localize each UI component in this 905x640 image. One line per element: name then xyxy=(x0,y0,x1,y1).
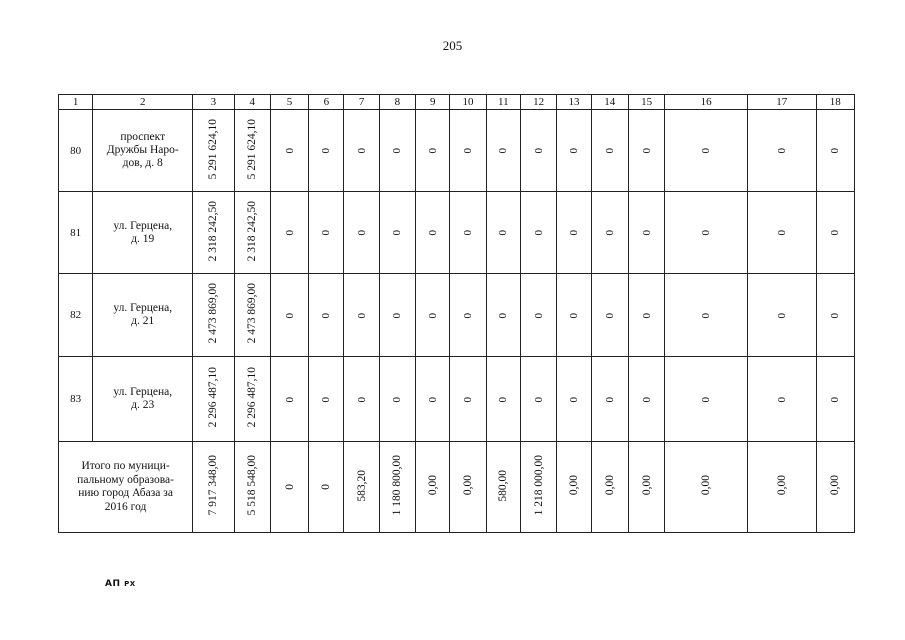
value-cell xyxy=(591,274,628,357)
cell-value: 0 xyxy=(426,312,439,318)
total-value: 0,00 xyxy=(700,475,713,496)
value-cell xyxy=(747,274,816,357)
amount-value: 2 473 869,00 xyxy=(207,283,220,344)
total-value: 1 218 000,00 xyxy=(532,455,545,516)
row-number: 81 xyxy=(59,192,93,274)
value-cell xyxy=(520,274,556,357)
address-line: д. 19 xyxy=(131,232,155,245)
total-value: 0,00 xyxy=(775,475,788,496)
total-cell xyxy=(416,442,450,533)
cell-value: 0 xyxy=(391,148,404,154)
cell-value: 0 xyxy=(640,230,653,236)
table-row xyxy=(59,110,855,192)
value-cell xyxy=(379,110,415,192)
cell-value: 0 xyxy=(567,230,580,236)
amount-cell xyxy=(234,357,270,442)
address-line: д. 21 xyxy=(131,315,155,327)
cell-value: 0 xyxy=(320,148,333,154)
cell-value: 0 xyxy=(775,230,788,236)
value-cell xyxy=(379,274,415,357)
total-cell xyxy=(520,442,556,533)
cell-value: 0 xyxy=(603,148,616,154)
value-cell xyxy=(747,192,816,274)
cell-value: 0 xyxy=(640,148,653,154)
total-value: 0 xyxy=(320,484,333,490)
table-row xyxy=(59,274,855,357)
column-header: 16 xyxy=(665,95,748,110)
cell-value: 0 xyxy=(462,148,475,154)
row-number: 80 xyxy=(59,110,93,192)
total-label-line: Итого по муници- xyxy=(81,460,170,472)
cell-value: 0 xyxy=(829,230,842,236)
value-cell xyxy=(270,274,308,357)
total-value: 7 917 348,00 xyxy=(207,455,220,516)
cell-value: 0 xyxy=(462,230,475,236)
total-cell xyxy=(816,442,854,533)
amount-cell xyxy=(193,110,234,192)
address-line: ул. Герцена, xyxy=(113,302,173,314)
footer-mark-main: АП xyxy=(105,579,121,589)
value-cell xyxy=(747,357,816,442)
total-cell xyxy=(379,442,415,533)
total-label-line: пальному образова- xyxy=(77,473,174,486)
total-cell xyxy=(591,442,628,533)
total-value: 580,00 xyxy=(497,469,510,502)
value-cell xyxy=(557,357,591,442)
cell-value: 0 xyxy=(829,396,842,402)
value-cell xyxy=(591,110,628,192)
total-cell xyxy=(747,442,816,533)
cell-value: 0 xyxy=(355,312,368,318)
cell-value: 0 xyxy=(603,312,616,318)
cell-value: 0 xyxy=(640,396,653,402)
address-cell xyxy=(93,274,193,357)
total-cell xyxy=(344,442,379,533)
cell-value: 0 xyxy=(355,230,368,236)
amount-cell xyxy=(234,110,270,192)
value-cell xyxy=(416,192,450,274)
column-header: 13 xyxy=(557,95,591,110)
total-cell xyxy=(234,442,270,533)
value-cell xyxy=(450,357,486,442)
cell-value: 0 xyxy=(640,312,653,318)
amount-cell xyxy=(193,274,234,357)
amount-value: 5 291 624,10 xyxy=(246,118,259,180)
total-value: 0,00 xyxy=(462,475,475,496)
value-cell xyxy=(816,192,854,274)
data-table xyxy=(58,94,855,533)
address-line: дов, д. 8 xyxy=(122,157,163,169)
column-header: 10 xyxy=(450,95,486,110)
column-header: 5 xyxy=(270,95,308,110)
value-cell xyxy=(450,110,486,192)
footer-mark-sub: РХ xyxy=(124,580,136,588)
value-cell xyxy=(344,110,379,192)
value-cell xyxy=(520,192,556,274)
amount-value: 2 296 487,10 xyxy=(246,367,259,428)
address-line: д. 23 xyxy=(131,399,155,411)
amount-cell xyxy=(234,192,270,274)
value-cell xyxy=(665,110,748,192)
cell-value: 0 xyxy=(391,230,404,236)
cell-value: 0 xyxy=(532,312,545,318)
row-number: 82 xyxy=(59,274,93,357)
value-cell xyxy=(270,192,308,274)
value-cell xyxy=(270,110,308,192)
total-cell xyxy=(270,442,308,533)
cell-value: 0 xyxy=(603,396,616,402)
row-number: 83 xyxy=(59,357,93,442)
value-cell xyxy=(520,357,556,442)
value-cell xyxy=(628,274,664,357)
total-label xyxy=(59,442,193,533)
value-cell xyxy=(628,357,664,442)
total-value: 0 xyxy=(283,484,296,490)
table-row xyxy=(59,192,855,274)
cell-value: 0 xyxy=(426,230,439,236)
amount-cell xyxy=(193,192,234,274)
value-cell xyxy=(486,274,520,357)
cell-value: 0 xyxy=(283,312,296,318)
cell-value: 0 xyxy=(532,230,545,236)
value-cell xyxy=(309,357,344,442)
amount-value: 2 296 487,10 xyxy=(207,367,220,428)
address-line: ул. Герцена, xyxy=(113,219,173,232)
cell-value: 0 xyxy=(532,148,545,154)
total-value: 0,00 xyxy=(426,475,439,496)
value-cell xyxy=(520,110,556,192)
value-cell xyxy=(665,274,748,357)
cell-value: 0 xyxy=(462,396,475,402)
column-header: 14 xyxy=(591,95,628,110)
cell-value: 0 xyxy=(567,396,580,402)
column-header: 18 xyxy=(816,95,854,110)
value-cell xyxy=(665,192,748,274)
amount-value: 2 318 242,50 xyxy=(207,200,220,262)
value-cell xyxy=(344,274,379,357)
column-header: 6 xyxy=(309,95,344,110)
value-cell xyxy=(450,274,486,357)
total-row xyxy=(59,442,855,533)
value-cell xyxy=(344,192,379,274)
value-cell xyxy=(309,110,344,192)
value-cell xyxy=(486,110,520,192)
value-cell xyxy=(379,357,415,442)
value-cell xyxy=(344,357,379,442)
amount-value: 2 473 869,00 xyxy=(246,283,259,344)
cell-value: 0 xyxy=(497,230,510,236)
total-value: 0,00 xyxy=(829,475,842,496)
total-label-line: 2016 год xyxy=(104,500,147,513)
address-cell xyxy=(93,192,193,274)
cell-value: 0 xyxy=(283,396,296,402)
cell-value: 0 xyxy=(320,230,333,236)
total-cell xyxy=(450,442,486,533)
value-cell xyxy=(816,110,854,192)
value-cell xyxy=(557,274,591,357)
value-cell xyxy=(309,274,344,357)
cell-value: 0 xyxy=(283,230,296,236)
total-value: 583,20 xyxy=(355,469,368,502)
value-cell xyxy=(270,357,308,442)
amount-cell xyxy=(193,357,234,442)
column-header: 7 xyxy=(344,95,379,110)
column-header: 15 xyxy=(628,95,664,110)
value-cell xyxy=(557,192,591,274)
cell-value: 0 xyxy=(391,396,404,402)
column-header: 3 xyxy=(193,95,234,110)
value-cell xyxy=(747,110,816,192)
column-header: 9 xyxy=(416,95,450,110)
column-header: 1 xyxy=(59,95,93,110)
value-cell xyxy=(628,110,664,192)
value-cell xyxy=(816,274,854,357)
cell-value: 0 xyxy=(355,148,368,154)
cell-value: 0 xyxy=(462,312,475,318)
total-cell xyxy=(557,442,591,533)
column-header: 11 xyxy=(486,95,520,110)
value-cell xyxy=(309,192,344,274)
cell-value: 0 xyxy=(775,396,788,402)
address-line: проспект xyxy=(120,131,166,143)
address-line: ул. Герцена, xyxy=(113,386,173,398)
table-row xyxy=(59,357,855,442)
page-number: 205 xyxy=(442,38,463,53)
cell-value: 0 xyxy=(603,230,616,236)
address-cell xyxy=(93,110,193,192)
cell-value: 0 xyxy=(426,396,439,402)
cell-value: 0 xyxy=(700,230,713,236)
value-cell xyxy=(416,274,450,357)
cell-value: 0 xyxy=(700,312,713,318)
value-cell xyxy=(416,357,450,442)
total-value: 1 180 800,00 xyxy=(391,455,404,516)
amount-value: 2 318 242,50 xyxy=(246,200,259,262)
value-cell xyxy=(816,357,854,442)
value-cell xyxy=(591,192,628,274)
value-cell xyxy=(379,192,415,274)
cell-value: 0 xyxy=(497,312,510,318)
cell-value: 0 xyxy=(497,396,510,402)
value-cell xyxy=(450,192,486,274)
cell-value: 0 xyxy=(700,148,713,154)
cell-value: 0 xyxy=(320,312,333,318)
column-header: 4 xyxy=(234,95,270,110)
value-cell xyxy=(591,357,628,442)
total-value: 0,00 xyxy=(640,475,653,496)
total-cell xyxy=(486,442,520,533)
total-cell xyxy=(193,442,234,533)
total-value: 0,00 xyxy=(567,475,580,496)
cell-value: 0 xyxy=(497,148,510,154)
cell-value: 0 xyxy=(391,312,404,318)
footer-mark xyxy=(105,579,136,589)
column-header: 17 xyxy=(747,95,816,110)
value-cell xyxy=(486,192,520,274)
total-value: 0,00 xyxy=(603,475,616,496)
total-cell xyxy=(665,442,748,533)
cell-value: 0 xyxy=(355,396,368,402)
total-cell xyxy=(309,442,344,533)
value-cell xyxy=(486,357,520,442)
column-header: 12 xyxy=(520,95,556,110)
address-line: Дружбы Наро- xyxy=(106,144,179,156)
value-cell xyxy=(665,357,748,442)
cell-value: 0 xyxy=(532,396,545,402)
amount-value: 5 291 624,10 xyxy=(207,118,220,180)
value-cell xyxy=(416,110,450,192)
cell-value: 0 xyxy=(567,148,580,154)
cell-value: 0 xyxy=(829,148,842,154)
cell-value: 0 xyxy=(426,148,439,154)
address-cell xyxy=(93,357,193,442)
column-header: 8 xyxy=(379,95,415,110)
cell-value: 0 xyxy=(283,148,296,154)
cell-value: 0 xyxy=(700,396,713,402)
column-header: 2 xyxy=(93,95,193,110)
cell-value: 0 xyxy=(320,396,333,402)
header-row xyxy=(59,95,855,110)
total-cell xyxy=(628,442,664,533)
cell-value: 0 xyxy=(775,312,788,318)
value-cell xyxy=(628,192,664,274)
cell-value: 0 xyxy=(829,312,842,318)
cell-value: 0 xyxy=(567,312,580,318)
cell-value: 0 xyxy=(775,148,788,154)
amount-cell xyxy=(234,274,270,357)
total-label-line: нию город Абаза за xyxy=(78,487,173,499)
total-value: 5 518 548,00 xyxy=(246,455,259,516)
value-cell xyxy=(557,110,591,192)
